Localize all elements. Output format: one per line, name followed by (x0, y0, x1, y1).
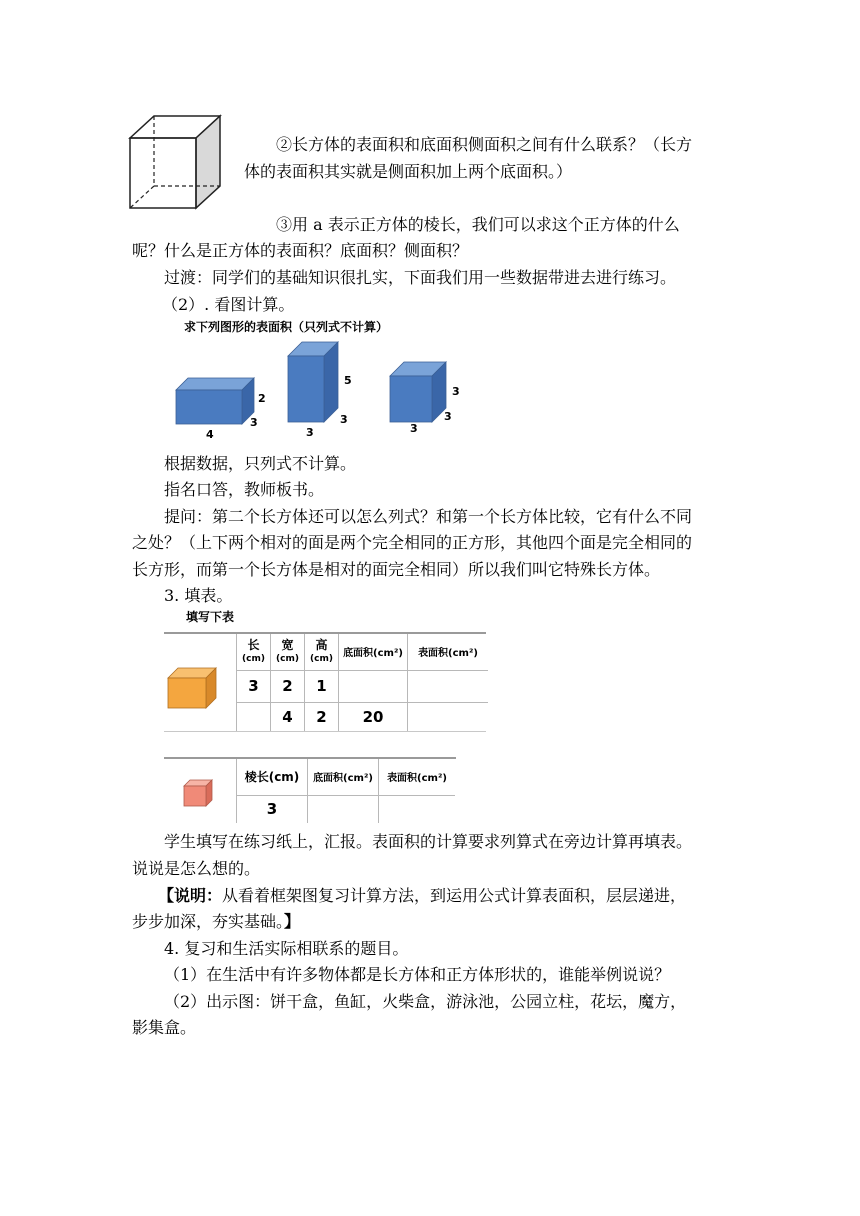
cell-length: 3 (237, 670, 271, 702)
orange-cuboid-icon (166, 666, 218, 714)
wireframe-cube-figure (128, 113, 224, 211)
box2-width-label: 3 (340, 413, 348, 426)
header-height (305, 634, 339, 670)
paragraph-line: 过渡：同学们的基础知识很扎实，下面我们用一些数据带进去进行练习。 (164, 268, 677, 287)
salmon-cube-icon (182, 778, 214, 812)
paragraph-line: 长方形，而第一个长方体是相对的面完全相同）所以我们叫它特殊长方体。 (132, 560, 661, 579)
paragraph-line: 提问：第二个长方体还可以怎么列式？和第一个长方体比较，它有什么不同 (164, 507, 693, 526)
table-header-row (237, 759, 456, 795)
paragraph-line: ②长方体的表面积和底面积侧面积之间有什么联系？（长方 (276, 135, 693, 154)
table-row (237, 670, 489, 702)
header-unit: (cm) (242, 653, 265, 664)
paragraph-line: 指名口答，教师板书。 (164, 480, 325, 499)
paragraph-line: 呢？什么是正方体的表面积？底面积？侧面积？ (132, 241, 469, 260)
paragraph-line: 之处？（上下两个相对的面是两个完全相同的正方形，其他四个面是完全相同的 (132, 533, 693, 552)
cell-base-area[interactable] (339, 670, 408, 702)
table-row (237, 795, 456, 823)
cell-height: 1 (305, 670, 339, 702)
note-line: 【说明：从看着框架图复习计算方法，到运用公式计算表面积，层层递进， (158, 886, 687, 905)
note-line: 步步加深，夯实基础。】 (132, 912, 301, 931)
cell-width: 4 (271, 702, 305, 732)
cell-surface-area[interactable] (408, 702, 489, 732)
box1-length-label: 4 (206, 428, 214, 441)
header-unit: (cm) (310, 653, 333, 664)
paragraph-line: ③用 a 表示正方体的棱长，我们可以求这个正方体的什么 (276, 215, 680, 234)
paragraph-line: 影集盒。 (132, 1018, 197, 1037)
header-width (271, 634, 305, 670)
surface-area-figure (170, 316, 470, 440)
cube-table (236, 759, 455, 823)
header-edge: 棱长(cm) (237, 759, 308, 795)
paragraph-line: 说说是怎么想的。 (132, 859, 261, 878)
paragraph-line: 4. 复习和生活实际相联系的题目。 (164, 939, 409, 958)
paragraph-line: （1）在生活中有许多物体都是长方体和正方体形状的，谁能举例说说？ (164, 965, 671, 984)
box2-height-label: 5 (344, 374, 352, 387)
cell-height: 2 (305, 702, 339, 732)
cell-base-area[interactable] (308, 795, 379, 823)
box2-length-label: 3 (306, 426, 314, 439)
header-base-area: 底面积(cm²) (308, 759, 379, 795)
cell-surface-area[interactable] (408, 670, 489, 702)
paragraph-line: 根据数据，只列式不计算。 (164, 454, 357, 473)
header-surface-area: 表面积(cm²) (379, 759, 456, 795)
cuboid-table-bottom-border (164, 731, 486, 732)
header-surface-area: 表面积(cm²) (408, 634, 489, 670)
box1-height-label: 2 (258, 392, 266, 405)
paragraph-line: 学生填写在练习纸上，汇报。表面积的计算要求列算式在旁边计算再填表。 (164, 832, 693, 851)
box1-width-label: 3 (250, 416, 258, 429)
cell-edge: 3 (237, 795, 308, 823)
box3-height-label: 3 (452, 385, 460, 398)
paragraph-line: 3. 填表。 (164, 586, 233, 605)
paragraph-line: 体的表面积其实就是侧面积加上两个底面积。） (244, 162, 573, 181)
header-unit: (cm) (276, 653, 299, 664)
cell-base-area: 20 (339, 702, 408, 732)
header-length (237, 634, 271, 670)
paragraph-line: （2）出示图：饼干盒，鱼缸，火柴盒，游泳池，公园立柱，花坛，魔方， (164, 992, 687, 1011)
paragraph-line: （2）. 看图计算。 (162, 295, 295, 314)
header-width-label: 宽 (281, 637, 294, 652)
header-length-label: 长 (247, 637, 260, 652)
cuboid-table (236, 634, 488, 732)
figure-title: 求下列图形的表面积（只列式不计算） (184, 320, 389, 334)
table-header-row (237, 634, 489, 670)
header-base-area: 底面积(cm²) (339, 634, 408, 670)
table-row (237, 702, 489, 732)
blue-boxes-illustration (170, 316, 470, 440)
table-title: 填写下表 (186, 610, 235, 624)
cell-width: 2 (271, 670, 305, 702)
header-height-label: 高 (315, 637, 328, 652)
box3-length-label: 3 (410, 422, 418, 435)
box3-width-label: 3 (444, 410, 452, 423)
cell-length[interactable] (237, 702, 271, 732)
cell-surface-area[interactable] (379, 795, 456, 823)
